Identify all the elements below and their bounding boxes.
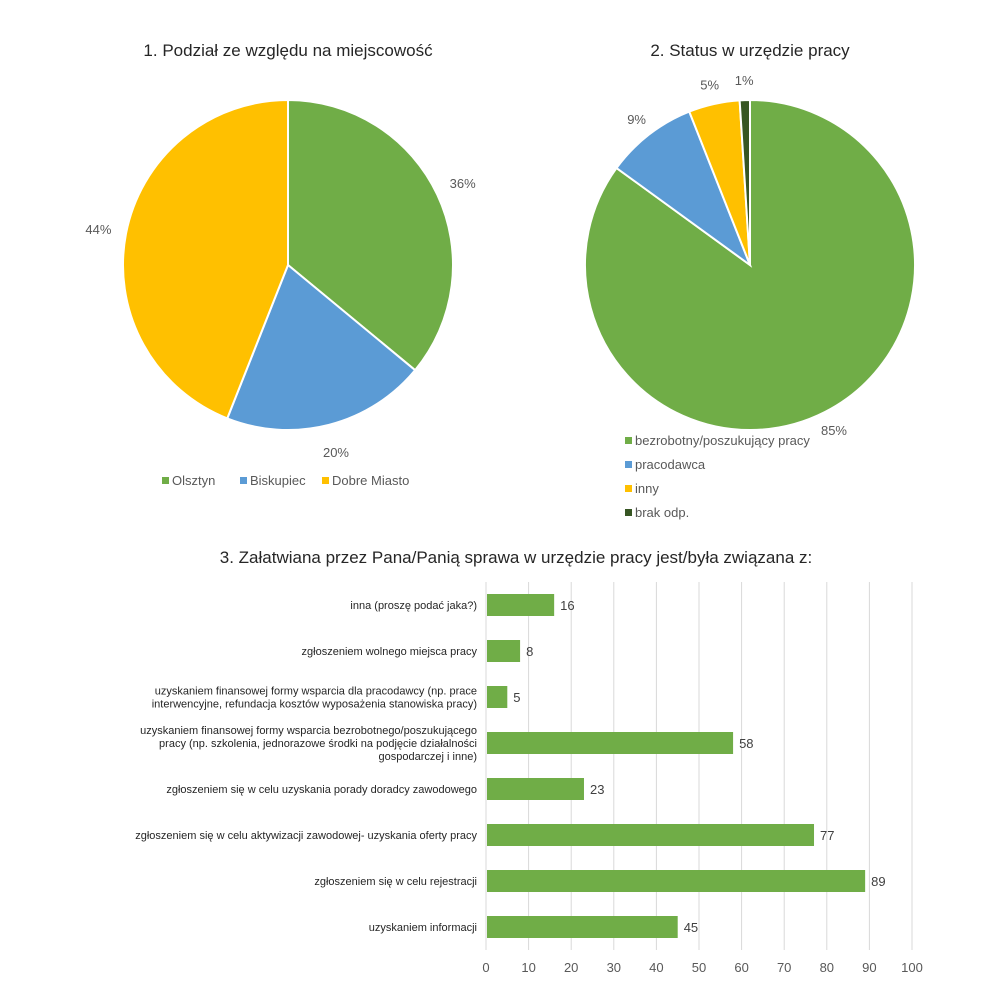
bar3-category-label-4: zgłoszeniem się w celu uzyskania porady doradcy zawodowego xyxy=(166,784,477,796)
pie2-legend-label-0: bezrobotny/poszukujący pracy xyxy=(635,433,810,448)
bar3-category-label-6: zgłoszeniem się w celu rejestracji xyxy=(314,876,477,888)
bar3-category-label-7: uzyskaniem informacji xyxy=(368,922,477,934)
pie1-legend-label-0: Olsztyn xyxy=(172,473,216,488)
pie1-legend-label-1: Biskupiec xyxy=(250,473,306,488)
bar3-x-tick-label: 90 xyxy=(862,960,877,975)
pie2-value-label-0: 85% xyxy=(820,422,848,438)
bar3-x-tick-label: 50 xyxy=(691,960,707,975)
bar3-x-tick-label: 30 xyxy=(606,960,622,975)
bar3-value-label-2: 5 xyxy=(513,690,521,705)
pie2-legend-swatch-1 xyxy=(625,461,632,468)
pie2-legend-swatch-3 xyxy=(625,509,632,516)
bar3-x-tick-label: 20 xyxy=(563,960,579,975)
pie2-value-label-3: 1% xyxy=(734,73,754,89)
bar3-value-label-5: 77 xyxy=(820,828,835,843)
pie1-value-label-0: 36% xyxy=(449,175,476,191)
bar3-x-tick-label: 80 xyxy=(819,960,835,975)
pie2-legend-swatch-2 xyxy=(625,485,632,492)
bar3-category-label-0: inna (proszę podać jaka?) xyxy=(350,600,477,612)
bar3-value-label-0: 16 xyxy=(560,598,575,613)
bar3-x-tick-label: 40 xyxy=(649,960,664,975)
pie1-value-label-1: 20% xyxy=(322,444,350,460)
bar3-value-label-6: 89 xyxy=(871,874,886,889)
bar3-bar-6 xyxy=(487,870,865,892)
bar3-bar-5 xyxy=(487,824,814,846)
bar3-category-label-2: uzyskaniem finansowej formy wsparcia dla pracodawcy (np. prace interwencyjne, refundacja kosztów wyposażenia stanowiska pracy) xyxy=(151,685,477,711)
bar3-x-tick-label: 70 xyxy=(776,960,792,975)
pie1-title: 1. Podział ze względu na miejscowość xyxy=(143,41,433,60)
pie1-legend-swatch-2 xyxy=(322,477,329,484)
pie1-value-label-2: 44% xyxy=(85,221,112,237)
bar3-x-tick-label: 0 xyxy=(482,960,490,975)
pie2-legend-label-2: inny xyxy=(635,481,659,496)
bar3-value-label-7: 45 xyxy=(683,920,699,935)
pie2-legend-label-1: pracodawca xyxy=(635,457,706,472)
pie2-value-label-2: 5% xyxy=(700,77,720,93)
pie1-legend-swatch-1 xyxy=(240,477,247,484)
bar3-bar-2 xyxy=(487,686,507,708)
bar3-x-tick-label: 10 xyxy=(521,960,536,975)
pie2-title: 2. Status w urzędzie pracy xyxy=(650,41,850,60)
pie2-legend-item-0 xyxy=(625,433,810,448)
bar3-bar-1 xyxy=(487,640,520,662)
bar3-value-label-4: 23 xyxy=(589,782,605,797)
bar3-x-tick-label: 60 xyxy=(734,960,749,975)
pie2-legend-item-3 xyxy=(625,505,689,520)
pie1-legend-label-2: Dobre Miasto xyxy=(332,473,410,488)
pie1-legend-item-2 xyxy=(322,473,409,488)
bar3-category-label-3: uzyskaniem finansowej formy wsparcia bezrobotnego/poszukującego pracy (np. szkolenia, jednorazowe środki na podjęcie działalności gospodarczej i inne) xyxy=(140,725,477,763)
pie2-legend-swatch-0 xyxy=(625,437,632,444)
pie2-legend-label-3: brak odp. xyxy=(635,505,690,520)
bar3-category-label-1: zgłoszeniem wolnego miejsca pracy xyxy=(301,646,477,658)
bar3-x-tick-label: 100 xyxy=(901,960,923,975)
bar3-bar-0 xyxy=(487,594,554,616)
bar3-value-label-1: 8 xyxy=(526,644,534,659)
bar3-bar-3 xyxy=(487,732,733,754)
pie2-value-label-1: 9% xyxy=(627,111,647,127)
pie1-legend-item-1 xyxy=(240,473,306,488)
pie1-legend-swatch-0 xyxy=(162,477,169,484)
bar3-value-label-3: 58 xyxy=(739,736,754,751)
bar3-bar-7 xyxy=(487,916,678,938)
bar3-title: 3. Załatwiana przez Pana/Panią sprawa w urzędzie pracy jest/była związana z: xyxy=(219,548,813,567)
bar3-bar-4 xyxy=(487,778,584,800)
pie2-legend-item-1 xyxy=(625,457,706,472)
bar3-category-label-5: zgłoszeniem się w celu aktywizacji zawodowej- uzyskania oferty pracy xyxy=(135,830,477,842)
